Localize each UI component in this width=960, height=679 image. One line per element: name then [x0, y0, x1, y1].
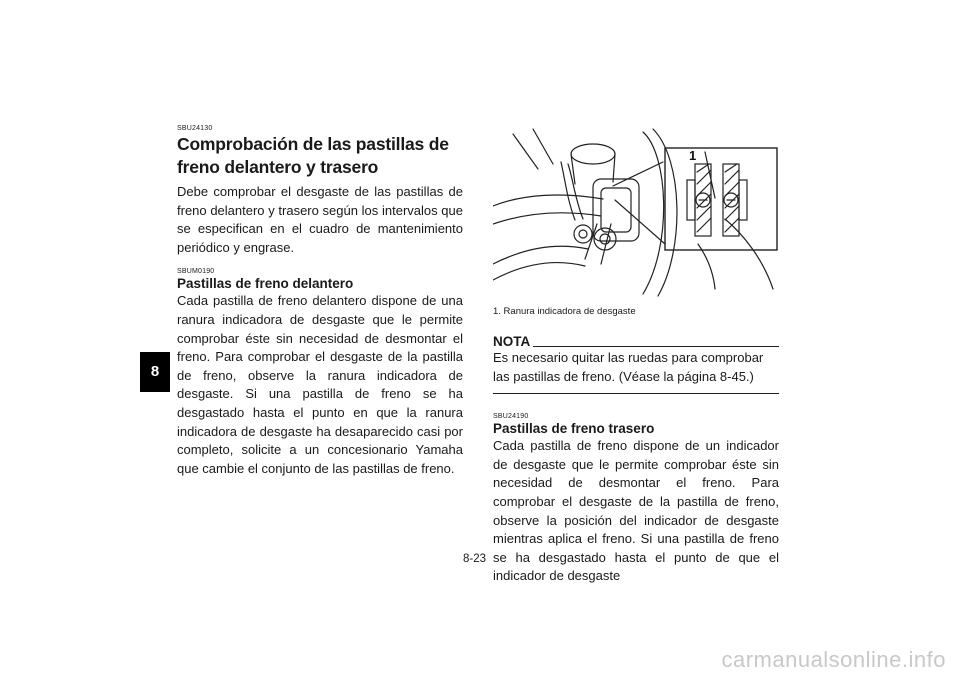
subsection-code: SBUM0190 [177, 268, 215, 276]
note-body: Es necesario quitar las ruedas para comprobar las pastillas de freno. (Véase la página 8-45.) [493, 350, 764, 384]
figure-callout-number: 1 [689, 148, 697, 163]
brake-diagram [493, 124, 779, 299]
figure-caption: 1. Ranura indicadora de desgaste [493, 306, 636, 317]
brake-caliper-illustration [493, 124, 779, 299]
note-rule [533, 346, 779, 347]
section-code: SBU24130 [177, 125, 213, 132]
right-column [493, 124, 779, 586]
section-title: Comprobación de las pastillas de freno delantero y trasero [177, 134, 449, 177]
subsection-code: SBU24190 [493, 413, 529, 421]
front-pads-paragraph: Cada pastilla de freno delantero dispone de una ranura indicadora de desgaste que le permite comprobar éste sin necesidad de desmontar el freno. Para comprobar el desgaste de la pastilla de freno, observe la ranura indicadora de desgaste. Si una pastilla de freno se ha desgastado hasta el punto en que la ranura indicadora de desgaste ha desaparecido casi por completo, solicite a un concesionario Yamaha que cambie el conjunto de las pastillas de freno. [177, 293, 463, 476]
rear-pads-paragraph: Cada pastilla de freno dispone de un indicador de desgaste que le permite comprobar éste sin necesidad de desmontar el freno. Para comprobar el desgaste de la pastilla de freno, observe la posición del indicador de desgaste mientras aplica el freno. Si una pastilla de freno se ha desgastado hasta el punto de que el indicador de desgaste [493, 438, 779, 584]
note-title: NOTA [493, 334, 531, 349]
watermark: carmanualsonline.info [721, 647, 946, 672]
chapter-tab: 8 [140, 352, 170, 392]
page-number: 8-23 [463, 553, 487, 565]
note-header [493, 334, 779, 349]
intro-paragraph: Debe comprobar el desgaste de las pastillas de freno delantero y trasero según los intervalos que se especifican en el cuadro de mantenimiento periódico y engrase. [177, 184, 463, 255]
left-column [177, 124, 463, 478]
rear-pads-heading: Pastillas de freno trasero [493, 421, 655, 437]
front-pads-heading: Pastillas de freno delantero [177, 276, 354, 292]
